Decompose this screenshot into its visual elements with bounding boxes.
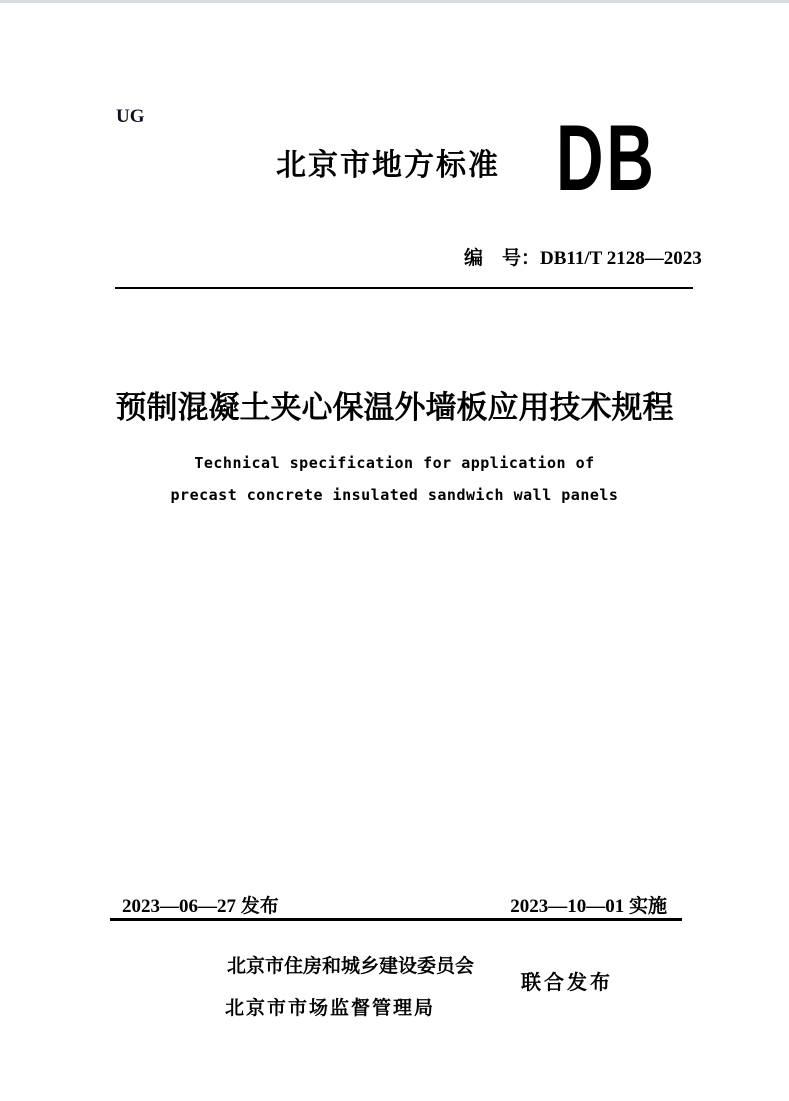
issue-date: 2023—06—27 发布 (122, 896, 279, 917)
standard-type-heading: 北京市地方标准 (276, 149, 500, 182)
document-title-english-line1: Technical specification for application of (194, 454, 595, 472)
standard-number-value: DB11/T 2128—2023 (540, 248, 702, 269)
document-title-english-line2: precast concrete insulated sandwich wall panels (170, 486, 619, 504)
standard-number-label: 编 号： (464, 248, 541, 269)
db-standard-logo: DB (556, 105, 657, 210)
implementation-date: 2023—10—01 实施 (510, 896, 667, 917)
header-divider-rule (115, 287, 693, 289)
corner-mark: UG (116, 106, 145, 127)
joint-release-label: 联合发布 (521, 972, 613, 994)
footer-divider-rule (110, 918, 682, 921)
document-title-chinese: 预制混凝土夹心保温外墙板应用技术规程 (115, 390, 674, 425)
standard-number-line (464, 243, 702, 270)
issuer-organization-2: 北京市市场监督管理局 (225, 998, 436, 1019)
top-window-strip (0, 0, 789, 3)
issuer-organization-1: 北京市住房和城乡建设委员会 (227, 956, 475, 977)
